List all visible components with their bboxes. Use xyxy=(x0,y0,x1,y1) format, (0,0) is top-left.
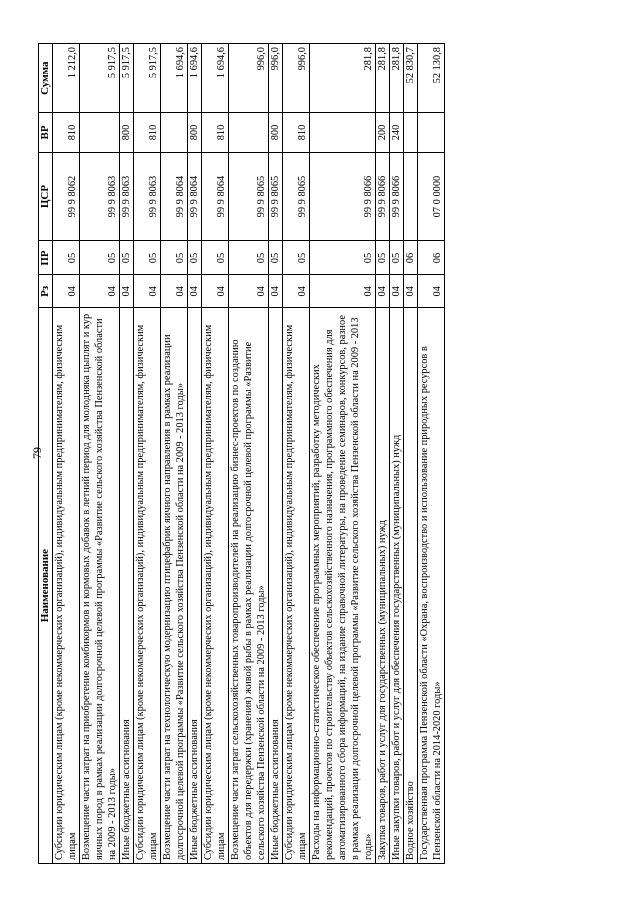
table-row xyxy=(134,44,161,864)
cell-rz: 04 xyxy=(80,275,120,308)
table-header-row xyxy=(39,44,53,864)
cell-vr: 810 xyxy=(202,113,229,152)
cell-csr: 99 9 8064 xyxy=(188,152,202,241)
cell-pr: 05 xyxy=(390,241,404,275)
cell-sum: 5 917,5 xyxy=(120,44,134,113)
cell-name: Возмещение части затрат на технологическую модернизацию птицефабрик яичного направления в рамках реализации долгосрочной целевой программы «Развитие сельского хозяйства Пензенской области на 2009 - 2013 годы» xyxy=(161,308,188,864)
cell-rz: 04 xyxy=(202,275,229,308)
cell-pr: 05 xyxy=(283,241,310,275)
table-row xyxy=(53,44,80,864)
cell-pr: 06 xyxy=(404,241,418,275)
cell-pr: 05 xyxy=(202,241,229,275)
cell-pr: 06 xyxy=(418,241,445,275)
cell-rz: 04 xyxy=(53,275,80,308)
cell-csr: 07 0 0000 xyxy=(418,152,445,241)
cell-name: Водное хозяйство xyxy=(404,308,418,864)
cell-vr xyxy=(418,113,445,152)
table-row xyxy=(390,44,404,864)
cell-sum: 1 694,6 xyxy=(202,44,229,113)
cell-csr: 99 9 8065 xyxy=(229,152,269,241)
cell-name: Иные бюджетные ассигнования xyxy=(120,308,134,864)
cell-name: Субсидии юридическим лицам (кроме некоммерческих организаций), индивидуальным предпринимателям, физическим лицам xyxy=(134,308,161,864)
cell-name: Иные бюджетные ассигнования xyxy=(269,308,283,864)
header-vr: ВР xyxy=(39,113,53,152)
cell-pr: 05 xyxy=(161,241,188,275)
budget-table xyxy=(38,43,445,864)
cell-name: Закупка товаров, работ и услуг для государственных (муниципальных) нужд xyxy=(376,308,390,864)
cell-sum: 996,0 xyxy=(269,44,283,113)
cell-csr: 99 9 8063 xyxy=(80,152,120,241)
cell-vr: 810 xyxy=(134,113,161,152)
cell-sum: 1 694,6 xyxy=(188,44,202,113)
table-row xyxy=(376,44,390,864)
cell-vr: 800 xyxy=(188,113,202,152)
cell-sum: 1 694,6 xyxy=(161,44,188,113)
table-row xyxy=(418,44,445,864)
cell-pr: 05 xyxy=(53,241,80,275)
cell-csr: 99 9 8064 xyxy=(161,152,188,241)
cell-csr xyxy=(404,152,418,241)
cell-rz: 04 xyxy=(283,275,310,308)
cell-name: Возмещение части затрат на приобретение комбикормов и кормовых добавок в летний период для молодняка цыплят и кур яичных пород в рамках реализации долгосрочной целевой программы «Развитие сельского хозяйства Пензенской области на 2009 - 2013 годы» xyxy=(80,308,120,864)
cell-rz: 04 xyxy=(390,275,404,308)
cell-rz: 04 xyxy=(404,275,418,308)
cell-sum: 281,8 xyxy=(390,44,404,113)
cell-rz: 04 xyxy=(269,275,283,308)
cell-pr: 05 xyxy=(80,241,120,275)
table-row xyxy=(188,44,202,864)
cell-pr: 05 xyxy=(134,241,161,275)
cell-pr: 05 xyxy=(269,241,283,275)
cell-rz: 04 xyxy=(161,275,188,308)
cell-vr xyxy=(310,113,376,152)
cell-rz: 04 xyxy=(188,275,202,308)
cell-name: Субсидии юридическим лицам (кроме некоммерческих организаций), индивидуальным предпринимателям, физическим лицам xyxy=(53,308,80,864)
cell-vr: 800 xyxy=(120,113,134,152)
header-name: Наименование xyxy=(39,308,53,864)
cell-rz: 04 xyxy=(376,275,390,308)
cell-sum: 996,0 xyxy=(283,44,310,113)
cell-csr: 99 9 8065 xyxy=(269,152,283,241)
cell-vr xyxy=(229,113,269,152)
cell-csr: 99 9 8066 xyxy=(376,152,390,241)
cell-name: Возмещение части затрат сельскохозяйственных товаропроизводителей на реализацию бизнес-проектов по созданию объектов для передержки (хранения) живой рыбы в рамках реализации долгосрочной целевой программы «Развитие сельского хозяйства Пензенской области на 2009 - 2013 годы» xyxy=(229,308,269,864)
cell-vr xyxy=(80,113,120,152)
header-rz: Рз xyxy=(39,275,53,308)
cell-pr: 05 xyxy=(376,241,390,275)
cell-vr: 800 xyxy=(269,113,283,152)
table-row xyxy=(161,44,188,864)
cell-name: Субсидии юридическим лицам (кроме некоммерческих организаций), индивидуальным предпринимателям, физическим лицам xyxy=(202,308,229,864)
cell-rz: 04 xyxy=(310,275,376,308)
cell-vr: 810 xyxy=(283,113,310,152)
cell-name: Иные бюджетные ассигнования xyxy=(188,308,202,864)
cell-sum: 52 130,8 xyxy=(418,44,445,113)
table-row xyxy=(404,44,418,864)
cell-sum: 5 917,5 xyxy=(80,44,120,113)
cell-name: Иные закупки товаров, работ и услуг для обеспечения государственных (муниципальных) нужд xyxy=(390,308,404,864)
cell-csr: 99 9 8063 xyxy=(134,152,161,241)
cell-vr xyxy=(161,113,188,152)
cell-pr: 05 xyxy=(229,241,269,275)
cell-rz: 04 xyxy=(229,275,269,308)
table-row xyxy=(202,44,229,864)
cell-sum: 281,8 xyxy=(310,44,376,113)
cell-csr: 99 9 8063 xyxy=(120,152,134,241)
cell-pr: 05 xyxy=(120,241,134,275)
cell-name: Государственная программа Пензенской области «Охрана, воспроизводство и использование природных ресурсов в Пензенской области на 2014-2020 годы» xyxy=(418,308,445,864)
cell-name: Расходы на информационно-статистическое обеспечение программных мероприятий, разработку методических рекомендаций, проектов по строительству объектов сельскохозяйственного назначения, программного обеспечения для автоматизированного сбора информаций, на издание справочной литературы, на проведение семинаров, конкурсов, разное в рамках реализации долгосрочной целевой программы «Развитие сельского хозяйства Пензенской области на 2009 - 2013 годы» xyxy=(310,308,376,864)
cell-pr: 05 xyxy=(310,241,376,275)
rotated-table-container xyxy=(38,43,581,864)
cell-vr: 810 xyxy=(53,113,80,152)
header-csr: ЦСР xyxy=(39,152,53,241)
cell-sum: 1 212,0 xyxy=(53,44,80,113)
table-body xyxy=(53,44,445,864)
cell-sum: 5 917,5 xyxy=(134,44,161,113)
cell-vr xyxy=(404,113,418,152)
cell-csr: 99 9 8062 xyxy=(53,152,80,241)
table-row xyxy=(310,44,376,864)
table-row xyxy=(283,44,310,864)
cell-csr: 99 9 8065 xyxy=(283,152,310,241)
header-pr: ПР xyxy=(39,241,53,275)
table-row xyxy=(229,44,269,864)
cell-rz: 04 xyxy=(134,275,161,308)
cell-vr: 240 xyxy=(390,113,404,152)
cell-name: Субсидии юридическим лицам (кроме некоммерческих организаций), индивидуальным предпринимателям, физическим лицам xyxy=(283,308,310,864)
cell-sum: 52 830,7 xyxy=(404,44,418,113)
cell-sum: 281,8 xyxy=(376,44,390,113)
header-sum: Сумма xyxy=(39,44,53,113)
table-row xyxy=(120,44,134,864)
table-row xyxy=(80,44,120,864)
cell-rz: 04 xyxy=(120,275,134,308)
cell-rz: 04 xyxy=(418,275,445,308)
cell-csr: 99 9 8064 xyxy=(202,152,229,241)
cell-csr: 99 9 8066 xyxy=(310,152,376,241)
cell-pr: 05 xyxy=(188,241,202,275)
cell-csr: 99 9 8066 xyxy=(390,152,404,241)
table-row xyxy=(269,44,283,864)
page-number: 79 xyxy=(30,447,44,459)
cell-vr: 200 xyxy=(376,113,390,152)
cell-sum: 996,0 xyxy=(229,44,269,113)
